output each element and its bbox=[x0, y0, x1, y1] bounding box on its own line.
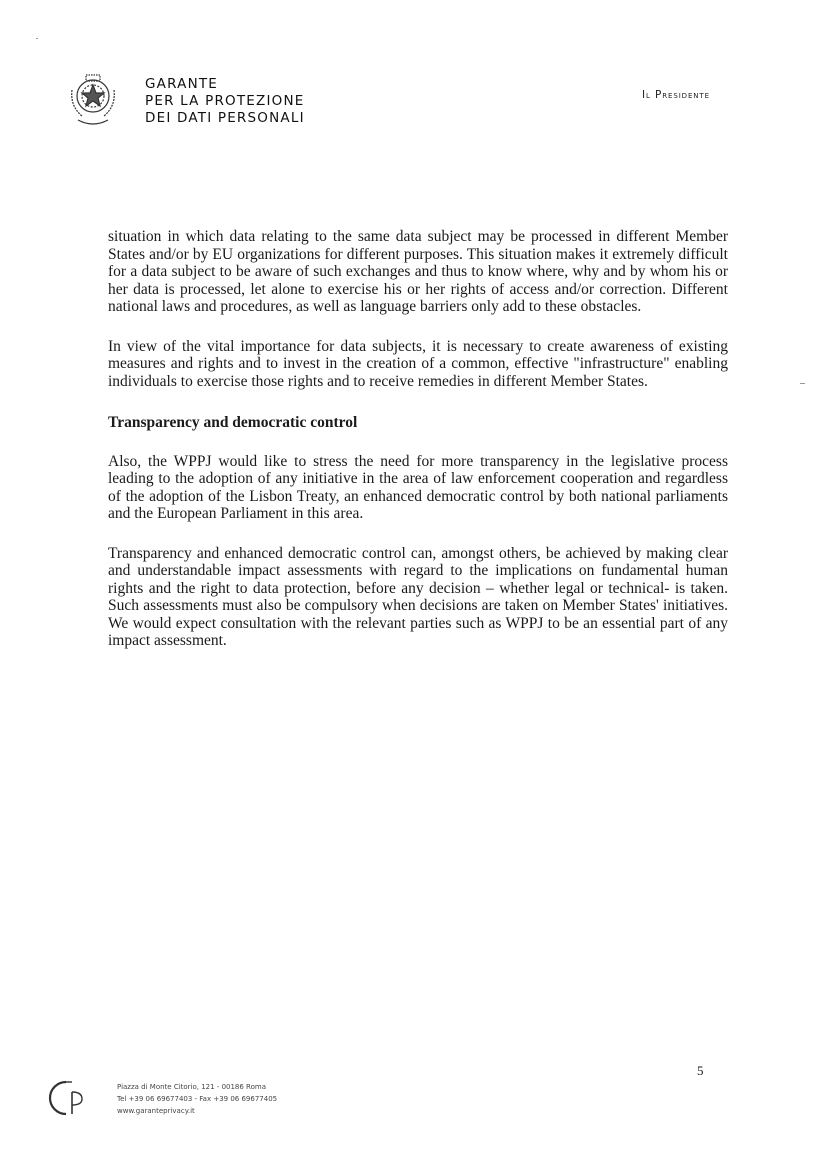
footer-address: Piazza di Monte Citorio, 121 - 00186 Roma bbox=[117, 1083, 266, 1091]
section-heading: Transparency and democratic control bbox=[108, 414, 358, 431]
org-line-2: PER LA PROTEZIONE bbox=[145, 93, 305, 109]
footer-phone: Tel +39 06 69677403 - Fax +39 06 69677405 bbox=[117, 1095, 278, 1103]
footer-contact bbox=[117, 1081, 277, 1117]
paragraph-4: Transparency and enhanced democratic control can, amongst others, be achieved by making clear and understandable impact assessments with regard to the implications on fundamental human rights and the right to data protection, before any decision – whether legal or technical- is taken. Such assessments must also be compulsory when decisions are taken on Member States' initiatives. We would expect consultation with the relevant parties such as WPPJ to be an essential part of any impact assessment. bbox=[108, 544, 728, 649]
page-number: 5 bbox=[697, 1063, 704, 1078]
paragraph-2: In view of the vital importance for data subjects, it is necessary to create awareness of existing measures and rights and to invest in the creation of a common, effective "infrastructure" enabling individuals to exercise those rights and to receive remedies in different Member States. bbox=[108, 337, 728, 390]
org-line-3: DEI DATI PERSONALI bbox=[145, 110, 305, 126]
footer-website: www.garanteprivacy.it bbox=[117, 1107, 195, 1115]
president-title: Il Presidente bbox=[642, 89, 710, 101]
italian-republic-emblem-icon bbox=[66, 70, 120, 128]
letter-body bbox=[108, 228, 728, 672]
scan-speck bbox=[36, 38, 38, 39]
scan-speck bbox=[800, 383, 805, 384]
gp-monogram-icon bbox=[44, 1078, 90, 1118]
org-line-1: GARANTE bbox=[145, 76, 219, 92]
paragraph-3: Also, the WPPJ would like to stress the need for more transparency in the legislative process leading to the adoption of any initiative in the area of law enforcement cooperation and regardless of the adoption of the Lisbon Treaty, an enhanced democratic control by both national parliaments and the European Parliament in this area. bbox=[108, 452, 728, 522]
organization-name bbox=[145, 76, 305, 127]
paragraph-1: situation in which data relating to the same data subject may be processed in different Member States and/or by EU organizations for different purposes. This situation makes it extremely difficult for a data subject to be aware of such exchanges and thus to know where, why and by whom his or her data is processed, let alone to exercise his or her rights of access and/or correction. Different national laws and procedures, as well as language barriers only add to these obstacles. bbox=[108, 228, 728, 315]
